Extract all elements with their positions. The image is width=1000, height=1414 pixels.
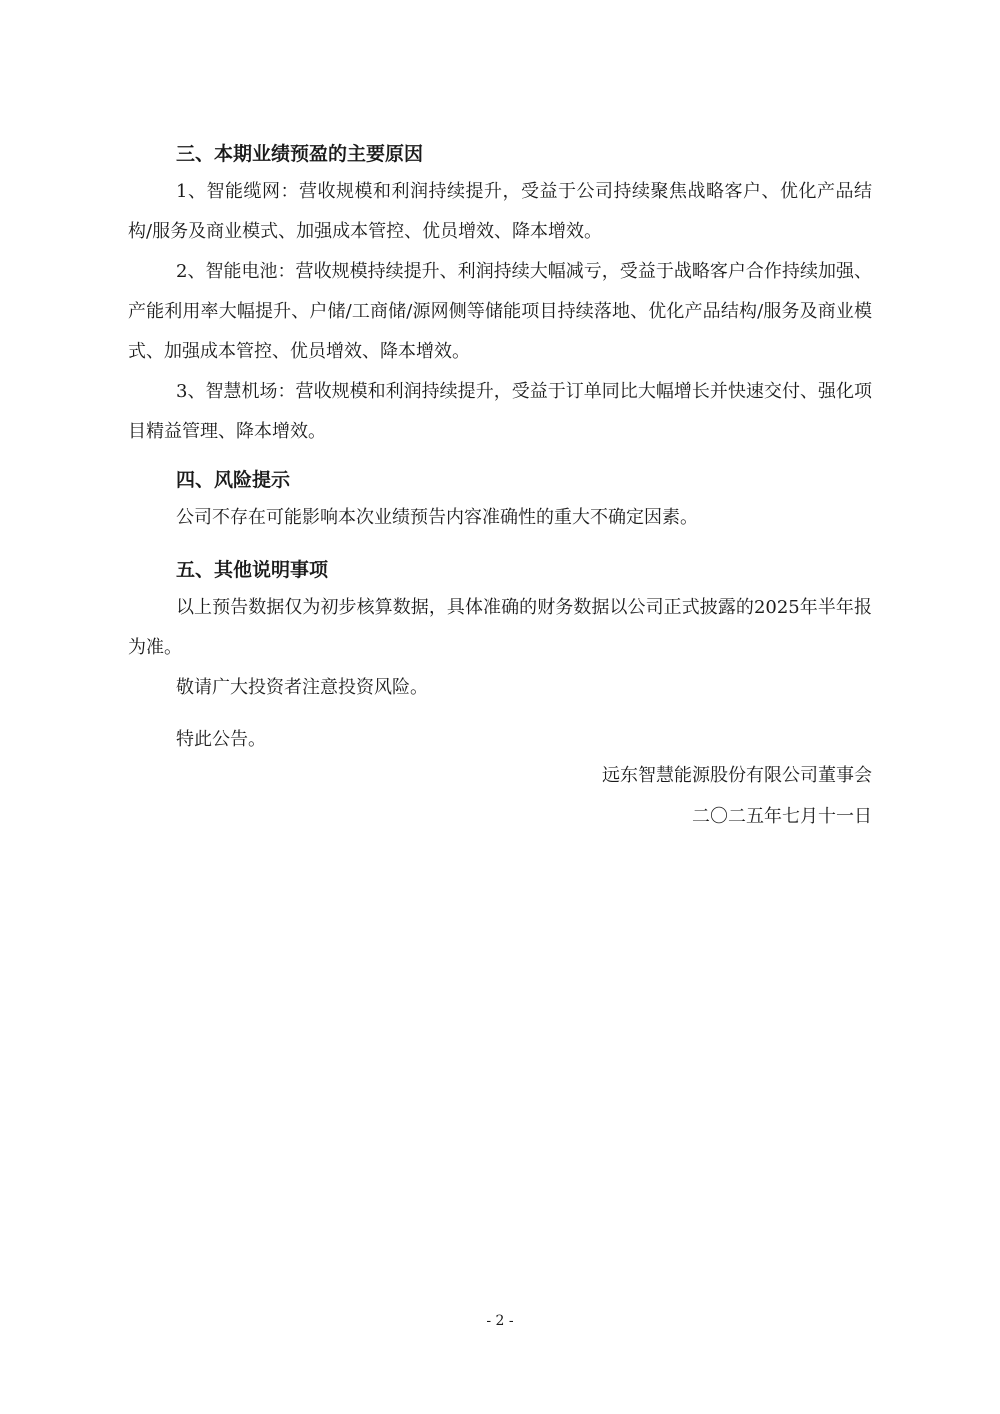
section-heading-reasons: 三、本期业绩预盈的主要原因 [176, 143, 424, 165]
document-page [128, 0, 872, 1414]
reason-item-smart-battery: 2、智能电池：营收规模持续提升、利润持续大幅减亏，受益于战略客户合作持续加强、产能利用率大幅提升、户储/工商储/源网侧等储能项目持续落地、优化产品结构/服务及商业模式、加强成本管控、优员增效、降本增效。 [128, 261, 872, 362]
investor-reminder: 敬请广大投资者注意投资风险。 [176, 677, 428, 698]
other-text: 以上预告数据仅为初步核算数据，具体准确的财务数据以公司正式披露的2025年半年报为准。 [128, 597, 872, 658]
section-heading-risk: 四、风险提示 [176, 469, 291, 491]
section-heading-other: 五、其他说明事项 [176, 559, 329, 581]
reason-item-smart-airport: 3、智慧机场：营收规模和利润持续提升，受益于订单同比大幅增长并快速交付、强化项目精益管理、降本增效。 [128, 381, 872, 442]
signature-company: 远东智慧能源股份有限公司董事会 [602, 765, 872, 786]
closing-statement: 特此公告。 [176, 729, 266, 750]
reason-item-smart-cable: 1、智能缆网：营收规模和利润持续提升，受益于公司持续聚焦战略客户、优化产品结构/服务及商业模式、加强成本管控、优员增效、降本增效。 [128, 181, 872, 242]
risk-text: 公司不存在可能影响本次业绩预告内容准确性的重大不确定因素。 [176, 507, 698, 528]
signature-date: 二〇二五年七月十一日 [692, 806, 872, 827]
page-number: - 2 - [486, 1313, 514, 1329]
